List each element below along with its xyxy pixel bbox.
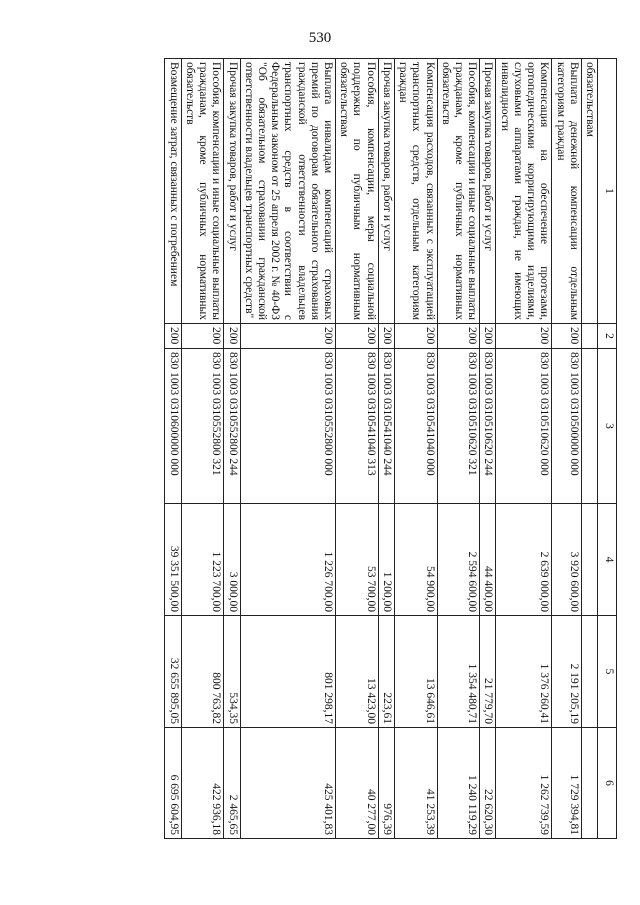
row-value-col5: 534,35	[224, 616, 240, 728]
table-row	[378, 59, 394, 839]
row-value-col6	[581, 728, 597, 839]
row-value-col5: 1 376 260,41	[496, 616, 552, 728]
row-col2: 200	[165, 324, 181, 349]
row-value-col6: 422 936,18	[181, 728, 224, 839]
row-value-col6: 1 240 119,29	[437, 728, 480, 839]
row-value-col4: 44 400,00	[480, 504, 496, 616]
table-row	[240, 59, 336, 839]
row-value-col4: 53 700,00	[336, 504, 379, 616]
row-budget-code: 830 1003 0310510620 244	[480, 349, 496, 504]
row-value-col5	[581, 616, 597, 728]
page-number: 530	[308, 30, 332, 46]
row-value-col6: 2 465,65	[224, 728, 240, 839]
row-value-col4: 1 200,00	[378, 504, 394, 616]
row-value-col4	[581, 504, 597, 616]
table-row	[480, 59, 496, 839]
row-budget-code: 830 1003 0310541040 313	[336, 349, 379, 504]
row-col2: 200	[224, 324, 240, 349]
row-value-col4: 2 594 600,00	[437, 504, 480, 616]
table-row	[394, 59, 437, 839]
row-value-col6: 1 262 739,59	[496, 728, 552, 839]
header-col-5: 5	[598, 616, 617, 728]
row-description: обязательствам	[581, 59, 597, 324]
header-col-4: 4	[598, 504, 617, 616]
row-description: Пособия, компенсации и иные социальные выплаты гражданам, кроме публичных нормативных обязательств	[181, 59, 224, 324]
table-row	[224, 59, 240, 839]
row-value-col6: 425 401,83	[240, 728, 336, 839]
row-col2: 200	[437, 324, 480, 349]
row-description: Компенсация на обеспечение протезами, ортопедическими корригирующими изделиями, слуховыми аппаратами граждан, не имеющих инвалидности	[496, 59, 552, 324]
row-value-col5: 800 763,82	[181, 616, 224, 728]
row-col2	[581, 324, 597, 349]
row-value-col5: 21 779,70	[480, 616, 496, 728]
row-budget-code: 830 1003 0310500000 000	[552, 349, 581, 504]
row-budget-code	[581, 349, 597, 504]
row-budget-code: 830 1003 0310510620 321	[437, 349, 480, 504]
row-value-col6: 976,39	[378, 728, 394, 839]
row-budget-code: 830 1003 0310510620 000	[496, 349, 552, 504]
row-value-col5: 2 191 205,19	[552, 616, 581, 728]
row-value-col5: 1 354 480,71	[437, 616, 480, 728]
row-description: Компенсация расходов, связанных с эксплуатацией транспортных средств, отдельным категориям граждан	[394, 59, 437, 324]
row-budget-code: 830 1003 0310600000 000	[165, 349, 181, 504]
row-value-col5: 32 655 895,05	[165, 616, 181, 728]
row-value-col6: 40 277,00	[336, 728, 379, 839]
row-description: Возмещение затрат, связанных с погребением	[165, 59, 181, 324]
row-value-col6: 1 729 394,81	[552, 728, 581, 839]
row-budget-code: 830 1003 0310552800 321	[181, 349, 224, 504]
row-budget-code: 830 1003 0310541040 000	[394, 349, 437, 504]
table-row	[165, 59, 181, 839]
row-description: Пособия, компенсации и иные социальные выплаты гражданам, кроме публичных нормативных обязательств	[437, 59, 480, 324]
row-col2: 200	[240, 324, 336, 349]
row-value-col5: 223,61	[378, 616, 394, 728]
row-budget-code: 830 1003 0310541040 244	[378, 349, 394, 504]
row-description: Прочая закупка товаров, работ и услуг	[480, 59, 496, 324]
table-body	[165, 59, 598, 839]
row-col2: 200	[496, 324, 552, 349]
header-col-3: 3	[598, 349, 617, 504]
row-value-col6: 22 620,30	[480, 728, 496, 839]
row-value-col6: 41 253,39	[394, 728, 437, 839]
row-col2: 200	[552, 324, 581, 349]
header-col-2: 2	[598, 324, 617, 349]
table-row	[581, 59, 597, 839]
table-row	[336, 59, 379, 839]
row-col2: 200	[378, 324, 394, 349]
row-budget-code: 830 1003 0310552800 244	[224, 349, 240, 504]
row-description: Прочая закупка товаров, работ и услуг	[224, 59, 240, 324]
row-value-col4: 3 000,00	[224, 504, 240, 616]
table-row	[552, 59, 581, 839]
table-row	[496, 59, 552, 839]
row-description: Выплата инвалидам компенсаций страховых премий по договорам обязательного страхования гражданской ответственности владельцев транспортных средств в соответствии с Федеральным законом от 25 апреля 2002 г. № 40-ФЗ "Об обязательном страховании гражданской ответственности владельцев транспортных средств"	[240, 59, 336, 324]
row-col2: 200	[394, 324, 437, 349]
row-description: Выплата денежной компенсации отдельным категориям граждан	[552, 59, 581, 324]
row-value-col6: 6 695 604,95	[165, 728, 181, 839]
row-value-col4: 2 639 000,00	[496, 504, 552, 616]
header-row	[598, 59, 617, 839]
row-col2: 200	[336, 324, 379, 349]
row-description: Пособия, компенсации, меры социальной поддержки по публичным нормативным обязательствам	[336, 59, 379, 324]
table-row	[437, 59, 480, 839]
row-description: Прочая закупка товаров, работ и услуг	[378, 59, 394, 324]
row-value-col4: 3 920 600,00	[552, 504, 581, 616]
row-value-col4: 1 226 700,00	[240, 504, 336, 616]
row-col2: 200	[480, 324, 496, 349]
header-col-6: 6	[598, 728, 617, 839]
budget-table	[164, 58, 617, 839]
row-col2: 200	[181, 324, 224, 349]
row-budget-code: 830 1003 0310552800 000	[240, 349, 336, 504]
row-value-col5: 13 423,00	[336, 616, 379, 728]
header-col-1: 1	[598, 59, 617, 324]
row-value-col5: 801 298,17	[240, 616, 336, 728]
row-value-col4: 39 351 500,00	[165, 504, 181, 616]
table-row	[181, 59, 224, 839]
rotated-table-container	[87, 58, 617, 838]
row-value-col4: 1 223 700,00	[181, 504, 224, 616]
row-value-col5: 13 646,61	[394, 616, 437, 728]
row-value-col4: 54 900,00	[394, 504, 437, 616]
